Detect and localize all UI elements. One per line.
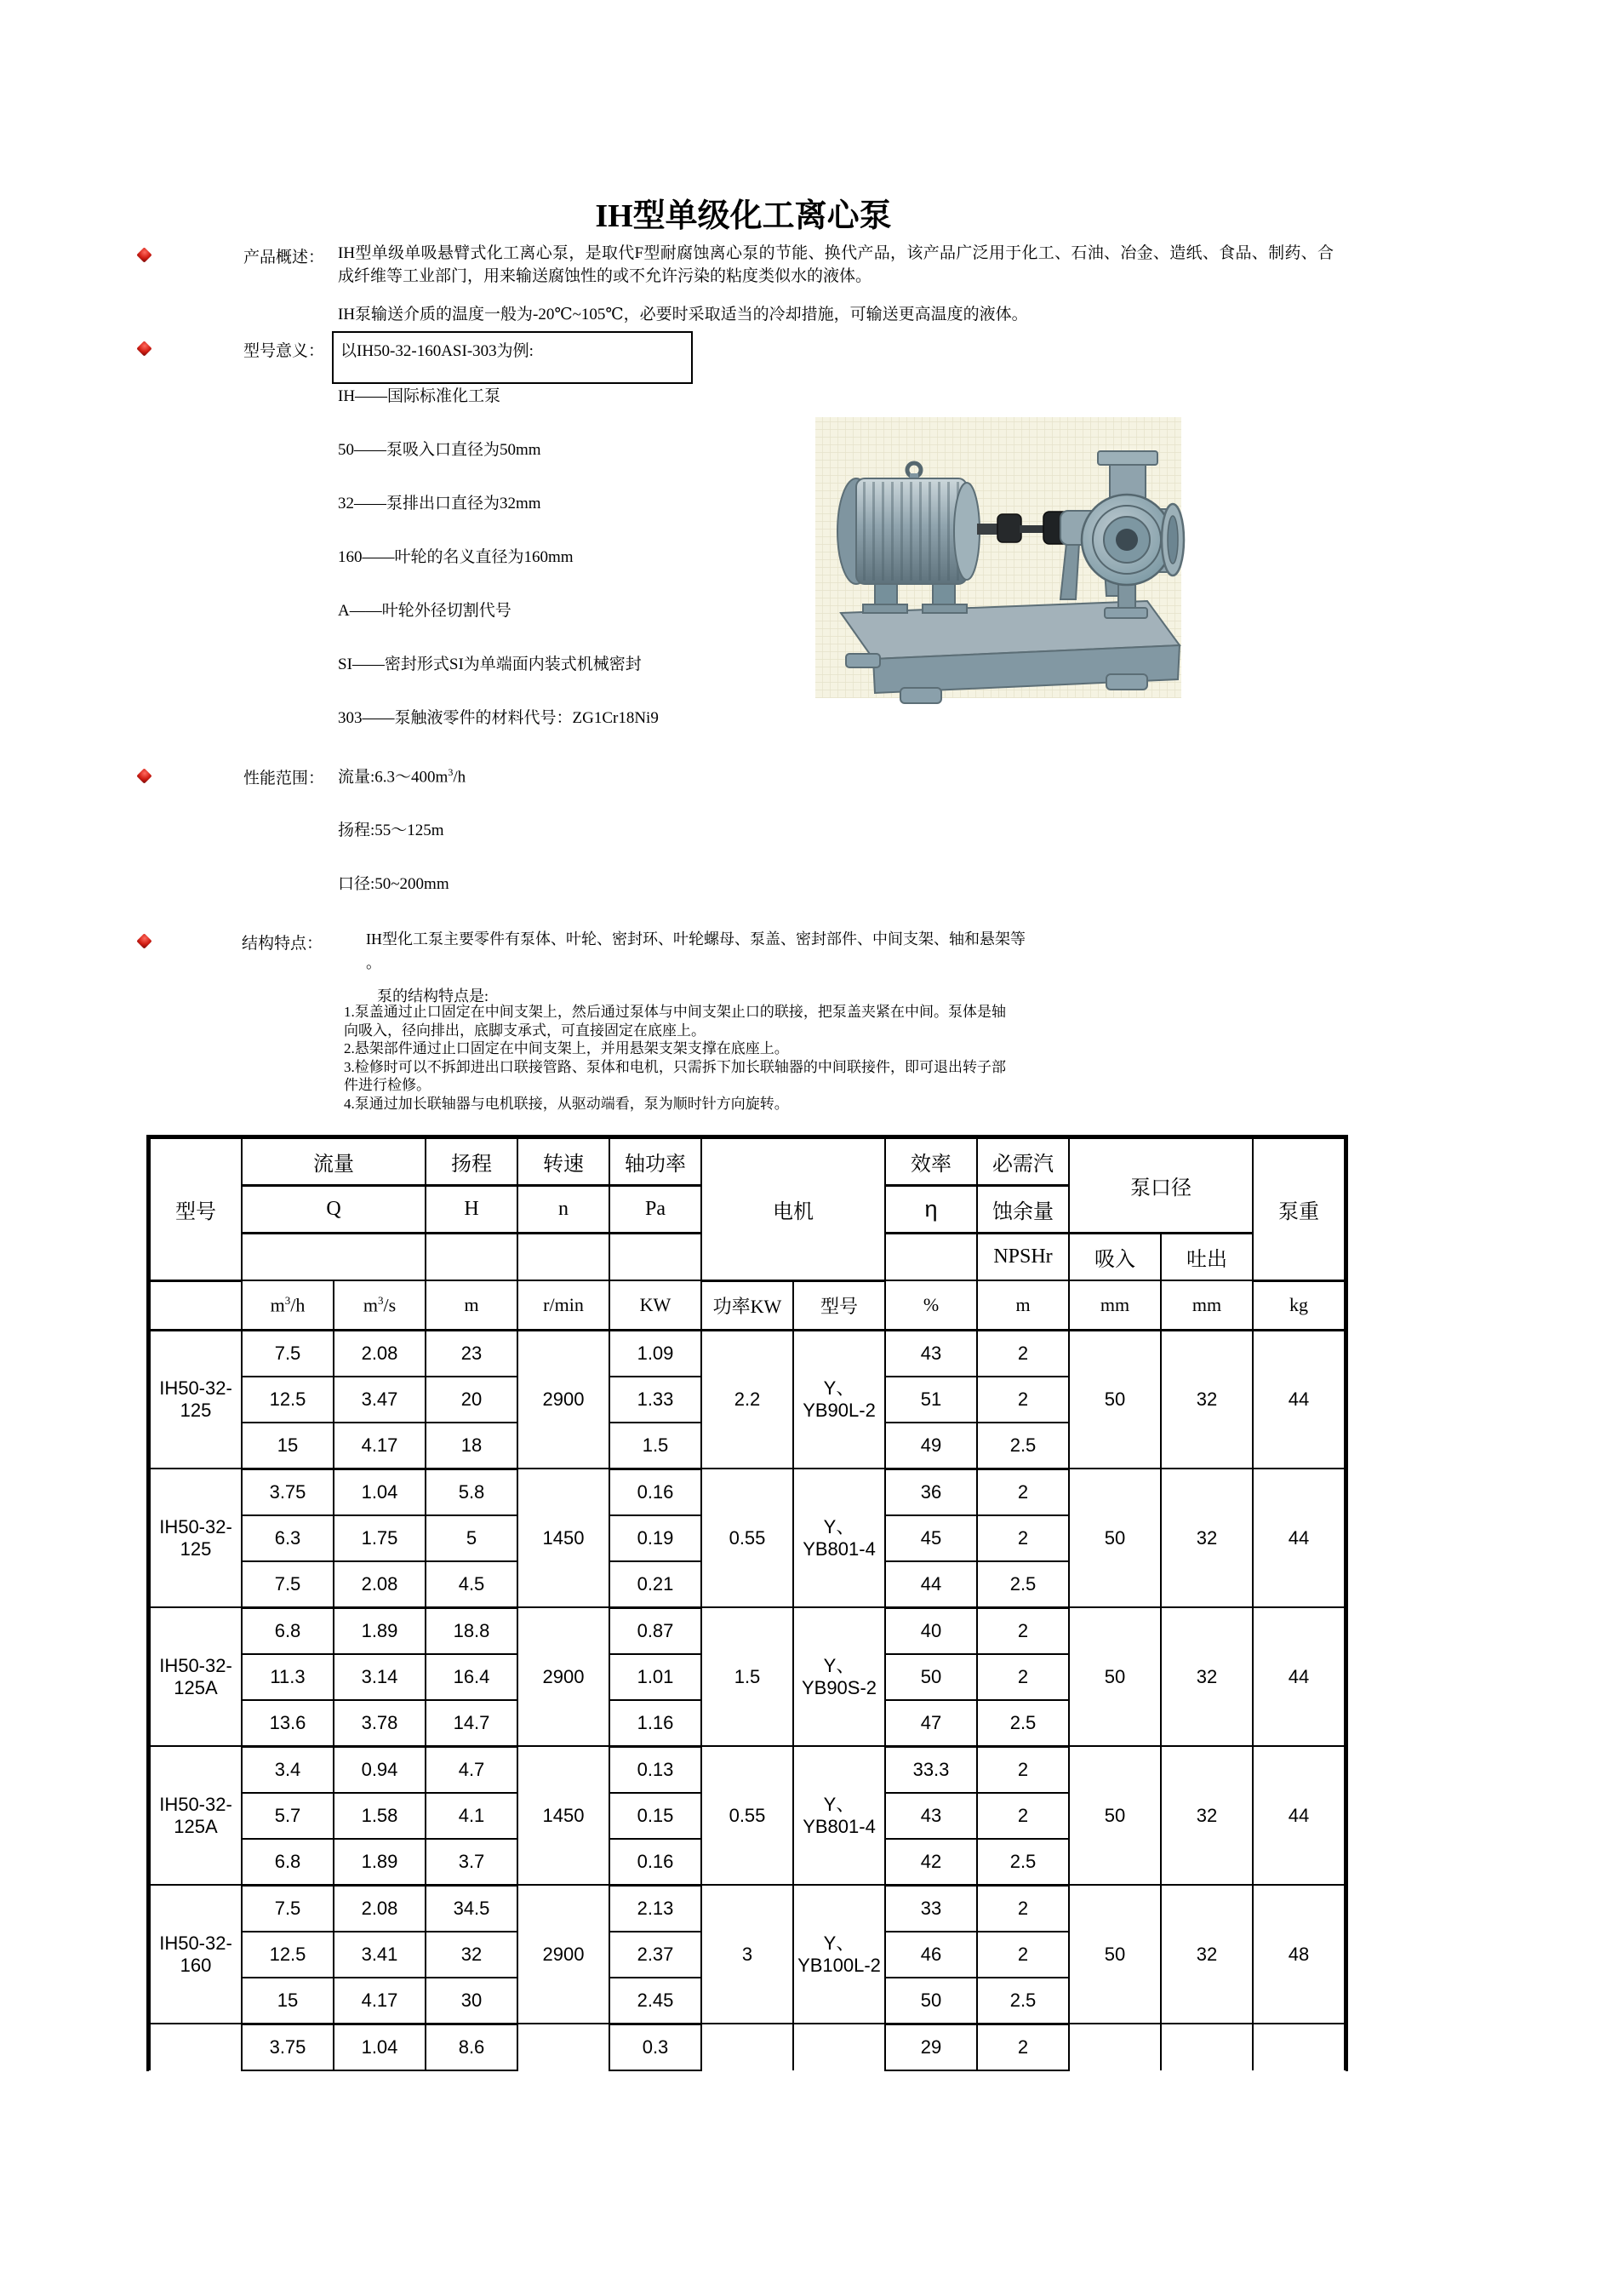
npsh-cell: 2 [977, 1607, 1069, 1654]
efficiency-cell: 47 [885, 1700, 977, 1747]
shaft-power-cell: 0.21 [609, 1561, 701, 1608]
weight-cell: 48 [1253, 1885, 1345, 2024]
weight-cell: 44 [1253, 1469, 1345, 1607]
motor-power-cell: 1.5 [701, 1607, 793, 1746]
header-shaft-power: 轴功率 [609, 1138, 701, 1186]
unit-weight: kg [1253, 1280, 1345, 1330]
efficiency-cell: 49 [885, 1423, 977, 1469]
flow-h-cell: 12.5 [242, 1932, 334, 1978]
npsh-cell: 2.5 [977, 1561, 1069, 1608]
section-bullet-icon [136, 933, 151, 948]
flow-h-cell: 7.5 [242, 1885, 334, 1932]
shaft-power-cell: 0.87 [609, 1607, 701, 1654]
unit-flow-s: $m^3/s$ [334, 1280, 426, 1330]
model-cell [150, 2024, 242, 2070]
flow-s-cell: 1.89 [334, 1839, 426, 1886]
flow-s-cell: 3.41 [334, 1932, 426, 1978]
header-npsh-line2: 蚀余量 [977, 1186, 1069, 1234]
unit-suction: mm [1069, 1280, 1161, 1330]
unit-empty-cell [150, 1280, 242, 1330]
flow-s-cell: 1.04 [334, 2024, 426, 2070]
performance-list [338, 764, 466, 930]
pump-table-body [150, 1330, 1345, 2070]
section-bullet-icon [136, 341, 151, 356]
flow-h-cell: 5.7 [242, 1793, 334, 1839]
structure-point: 4.泵通过加长联轴器与电机联接，从驱动端看，泵为顺时针方向旋转。 [344, 1095, 789, 1112]
npsh-cell: 2 [977, 1654, 1069, 1700]
shaft-power-cell: 1.09 [609, 1330, 701, 1377]
unit-speed: r/min [517, 1280, 609, 1330]
header-empty-cell [426, 1234, 517, 1281]
shaft-power-cell: 0.3 [609, 2024, 701, 2070]
pump-photo [807, 398, 1188, 715]
efficiency-cell: 43 [885, 1330, 977, 1377]
motor-power-cell: 3 [701, 1885, 793, 2024]
head-cell: 4.5 [426, 1561, 517, 1608]
flow-h-cell: 15 [242, 1423, 334, 1469]
npsh-cell: 2.5 [977, 1978, 1069, 2024]
model-cell: IH50-32-160 [150, 1885, 242, 2024]
shaft-power-cell: 0.16 [609, 1839, 701, 1886]
unit-power: KW [609, 1280, 701, 1330]
header-flow-q: Q [242, 1186, 426, 1234]
efficiency-cell: 45 [885, 1515, 977, 1561]
meaning-item: A——叶轮外径切割代号 [338, 602, 511, 620]
efficiency-cell: 50 [885, 1978, 977, 2024]
unit-motor-model: 型号 [793, 1280, 885, 1330]
shaft-power-cell: 1.33 [609, 1377, 701, 1423]
header-head: 扬程 [426, 1138, 517, 1186]
shaft-power-cell: 2.13 [609, 1885, 701, 1932]
header-empty-cell [242, 1234, 426, 1281]
head-cell: 18 [426, 1423, 517, 1469]
motor-model-cell: Y、YB100L-2 [793, 1885, 885, 2024]
model-meaning-label: 型号意义： [243, 342, 325, 360]
flow-s-cell: 1.58 [334, 1793, 426, 1839]
weight-cell: 44 [1253, 1746, 1345, 1885]
flow-h-cell: 13.6 [242, 1700, 334, 1747]
flow-h-cell: 6.8 [242, 1839, 334, 1886]
suction-cell: 50 [1069, 1469, 1161, 1607]
motor-power-cell [701, 2024, 793, 2070]
suction-cell: 50 [1069, 1330, 1161, 1469]
head-cell: 5.8 [426, 1469, 517, 1515]
shaft-power-cell: 1.01 [609, 1654, 701, 1700]
flow-h-cell: 6.3 [242, 1515, 334, 1561]
discharge-cell: 32 [1161, 1330, 1253, 1469]
discharge-cell [1161, 2024, 1253, 2070]
flow-s-cell: 4.17 [334, 1423, 426, 1469]
structure-intro-period: 。 [366, 954, 381, 971]
weight-cell: 44 [1253, 1330, 1345, 1469]
header-discharge: 吐出 [1161, 1234, 1253, 1281]
overview-label: 产品概述： [243, 249, 325, 266]
flow-s-cell: 3.78 [334, 1700, 426, 1747]
model-example-text: 以IH50-32-160ASI-303为例: [340, 342, 534, 360]
header-speed: 转速 [517, 1138, 609, 1186]
meaning-item: 303——泵触液零件的材料代号：ZG1Cr18Ni9 [338, 709, 659, 727]
header-shaft-pa: Pa [609, 1186, 701, 1234]
speed-cell: 1450 [517, 1746, 609, 1885]
npsh-cell: 2.5 [977, 1839, 1069, 1886]
shaft-power-cell: 1.5 [609, 1423, 701, 1469]
header-head-h: H [426, 1186, 517, 1234]
suction-cell: 50 [1069, 1885, 1161, 2024]
header-model: 型号 [150, 1138, 242, 1280]
shaft-power-cell: 0.13 [609, 1746, 701, 1793]
meaning-item: 50——泵吸入口直径为50mm [338, 441, 541, 459]
head-cell: 4.7 [426, 1746, 517, 1793]
flow-h-cell: 3.75 [242, 1469, 334, 1515]
discharge-cell: 32 [1161, 1469, 1253, 1607]
flow-s-cell: 1.75 [334, 1515, 426, 1561]
head-cell: 14.7 [426, 1700, 517, 1747]
head-cell: 23 [426, 1330, 517, 1377]
header-empty-cell [517, 1234, 609, 1281]
flow-s-cell: 2.08 [334, 1330, 426, 1377]
header-empty-cell [885, 1234, 977, 1281]
head-cell: 3.7 [426, 1839, 517, 1886]
performance-flow: 流量$:6.3\sim 400m^3/h$ [338, 766, 466, 787]
meaning-item: IH——国际标准化工泵 [338, 387, 501, 405]
flow-h-cell: 3.75 [242, 2024, 334, 2070]
motor-power-cell: 0.55 [701, 1746, 793, 1885]
motor-power-cell: 0.55 [701, 1469, 793, 1607]
head-cell: 32 [426, 1932, 517, 1978]
model-meaning-list [338, 388, 659, 764]
npsh-cell: 2 [977, 1469, 1069, 1515]
flow-s-cell: 3.14 [334, 1654, 426, 1700]
meaning-item: 32——泵排出口直径为32mm [338, 495, 541, 512]
head-cell: 16.4 [426, 1654, 517, 1700]
shaft-power-cell: 2.37 [609, 1932, 701, 1978]
head-cell: 34.5 [426, 1885, 517, 1932]
structure-points [344, 1003, 1006, 1113]
motor-model-cell: Y、YB90S-2 [793, 1607, 885, 1746]
discharge-cell: 32 [1161, 1885, 1253, 2024]
npsh-cell: 2 [977, 1330, 1069, 1377]
model-example-box [332, 331, 693, 384]
discharge-cell: 32 [1161, 1746, 1253, 1885]
flow-h-cell: 15 [242, 1978, 334, 2024]
header-npsh-line1: 必需汽 [977, 1138, 1069, 1186]
efficiency-cell: 51 [885, 1377, 977, 1423]
suction-cell: 50 [1069, 1746, 1161, 1885]
npsh-cell: 2 [977, 1885, 1069, 1932]
section-bullet-icon [136, 768, 151, 783]
model-cell: IH50-32-125A [150, 1746, 242, 1885]
head-cell: 5 [426, 1515, 517, 1561]
header-empty-cell [609, 1234, 701, 1281]
section-bullet-icon [136, 247, 151, 262]
motor-model-cell: Y、YB801-4 [793, 1469, 885, 1607]
efficiency-cell: 33.3 [885, 1746, 977, 1793]
flow-s-cell: 3.47 [334, 1377, 426, 1423]
shaft-power-cell: 2.45 [609, 1978, 701, 2024]
flow-s-cell: 1.04 [334, 1469, 426, 1515]
shaft-power-cell: 1.16 [609, 1700, 701, 1747]
performance-head: 扬程:55～125m [338, 822, 444, 840]
motor-model-cell [793, 2024, 885, 2070]
speed-cell [517, 2024, 609, 2070]
efficiency-cell: 46 [885, 1932, 977, 1978]
speed-cell: 2900 [517, 1885, 609, 2024]
header-npsh-abbr: NPSHr [977, 1234, 1069, 1281]
model-cell: IH50-32-125 [150, 1330, 242, 1469]
efficiency-cell: 40 [885, 1607, 977, 1654]
head-cell: 4.1 [426, 1793, 517, 1839]
structure-label: 结构特点： [242, 935, 323, 953]
structure-subtitle: 泵的结构特点是: [377, 988, 489, 1005]
header-efficiency: 效率 [885, 1138, 977, 1186]
npsh-cell: 2 [977, 1515, 1069, 1561]
structure-point: 1.泵盖通过止口固定在中间支架上，然后通过泵体与中间支架止口的联接，把泵盖夹紧在中间。泵体是轴向吸入，径向排出，底脚支承式，可直接固定在底座上。 [344, 1004, 1006, 1039]
flow-h-cell: 7.5 [242, 1330, 334, 1377]
flow-h-cell: 6.8 [242, 1607, 334, 1654]
structure-intro [366, 927, 1055, 975]
motor-model-cell: Y、YB90L-2 [793, 1330, 885, 1469]
flow-s-cell: 4.17 [334, 1978, 426, 2024]
npsh-cell: 2 [977, 1932, 1069, 1978]
head-cell: 20 [426, 1377, 517, 1423]
header-pump-port: 泵口径 [1069, 1138, 1253, 1234]
efficiency-cell: 36 [885, 1469, 977, 1515]
unit-flow-h: $m^3/h$ [242, 1280, 334, 1330]
npsh-cell: 2 [977, 1793, 1069, 1839]
head-cell: 18.8 [426, 1607, 517, 1654]
efficiency-cell: 43 [885, 1793, 977, 1839]
header-suction: 吸入 [1069, 1234, 1161, 1281]
meaning-item: SI——密封形式SI为单端面内装式机械密封 [338, 656, 642, 673]
structure-point: 2.悬架部件通过止口固定在中间支架上，并用悬架支架支撑在底座上。 [344, 1040, 789, 1056]
unit-motor-power: 功率KW [701, 1280, 793, 1330]
flow-s-cell: 0.94 [334, 1746, 426, 1793]
efficiency-cell: 42 [885, 1839, 977, 1886]
efficiency-cell: 33 [885, 1885, 977, 1932]
flow-s-cell: 2.08 [334, 1885, 426, 1932]
npsh-cell: 2.5 [977, 1423, 1069, 1469]
structure-point: 3.检修时可以不拆卸进出口联接管路、泵体和电机，只需拆下加长联轴器的中间联接件，即可退出转子部件进行检修。 [344, 1058, 1006, 1093]
header-motor: 电机 [701, 1138, 885, 1280]
head-cell: 30 [426, 1978, 517, 2024]
model-cell: IH50-32-125A [150, 1607, 242, 1746]
weight-cell [1253, 2024, 1345, 2070]
flow-h-cell: 3.4 [242, 1746, 334, 1793]
unit-head: m [426, 1280, 517, 1330]
npsh-cell: 2 [977, 2024, 1069, 2070]
suction-cell: 50 [1069, 1607, 1161, 1746]
shaft-power-cell: 0.19 [609, 1515, 701, 1561]
head-cell: 8.6 [426, 2024, 517, 2070]
flow-h-cell: 7.5 [242, 1561, 334, 1608]
overview-paragraph-1: IH型单级单吸悬臂式化工离心泵，是取代F型耐腐蚀离心泵的节能、换代产品，该产品广泛用于化工、石油、冶金、造纸、食品、制药、合成纤维等工业部门，用来输送腐蚀性的或不允许污染的粘度类似水的液体。 [338, 244, 1334, 285]
model-cell: IH50-32-125 [150, 1469, 242, 1607]
suction-cell [1069, 2024, 1161, 2070]
efficiency-cell: 44 [885, 1561, 977, 1608]
page-title: IH型单级化工离心泵 [595, 198, 892, 234]
flow-h-cell: 12.5 [242, 1377, 334, 1423]
unit-discharge: mm [1161, 1280, 1253, 1330]
flow-s-cell: 1.89 [334, 1607, 426, 1654]
efficiency-cell: 29 [885, 2024, 977, 2070]
npsh-cell: 2 [977, 1377, 1069, 1423]
speed-cell: 2900 [517, 1607, 609, 1746]
performance-diameter: 口径:50~200mm [338, 875, 449, 894]
meaning-item: 160——叶轮的名义直径为160mm [338, 548, 574, 566]
header-speed-n: n [517, 1186, 609, 1234]
unit-npsh: m [977, 1280, 1069, 1330]
unit-efficiency: % [885, 1280, 977, 1330]
shaft-power-cell: 0.15 [609, 1793, 701, 1839]
discharge-cell: 32 [1161, 1607, 1253, 1746]
motor-model-cell: Y、YB801-4 [793, 1746, 885, 1885]
structure-intro-text: IH型化工泵主要零件有泵体、叶轮、密封环、叶轮螺母、泵盖、密封部件、中间支架、轴和悬架等 [366, 930, 1026, 948]
npsh-cell: 2 [977, 1746, 1069, 1793]
flow-h-cell: 11.3 [242, 1654, 334, 1700]
speed-cell: 1450 [517, 1469, 609, 1607]
performance-table [149, 1137, 1346, 2071]
header-weight: 泵重 [1253, 1138, 1345, 1280]
weight-cell: 44 [1253, 1607, 1345, 1746]
overview-paragraph-2: IH泵输送介质的温度一般为-20℃~105℃，必要时采取适当的冷却措施，可输送更高温度的液体。 [338, 306, 1028, 324]
header-flow: 流量 [242, 1138, 426, 1186]
performance-table-wrapper [146, 1135, 1348, 2071]
motor-power-cell: 2.2 [701, 1330, 793, 1469]
npsh-cell: 2.5 [977, 1700, 1069, 1747]
speed-cell: 2900 [517, 1330, 609, 1469]
flow-s-cell: 2.08 [334, 1561, 426, 1608]
efficiency-cell: 50 [885, 1654, 977, 1700]
performance-label: 性能范围： [243, 770, 325, 787]
shaft-power-cell: 0.16 [609, 1469, 701, 1515]
header-eta: η [885, 1186, 977, 1234]
